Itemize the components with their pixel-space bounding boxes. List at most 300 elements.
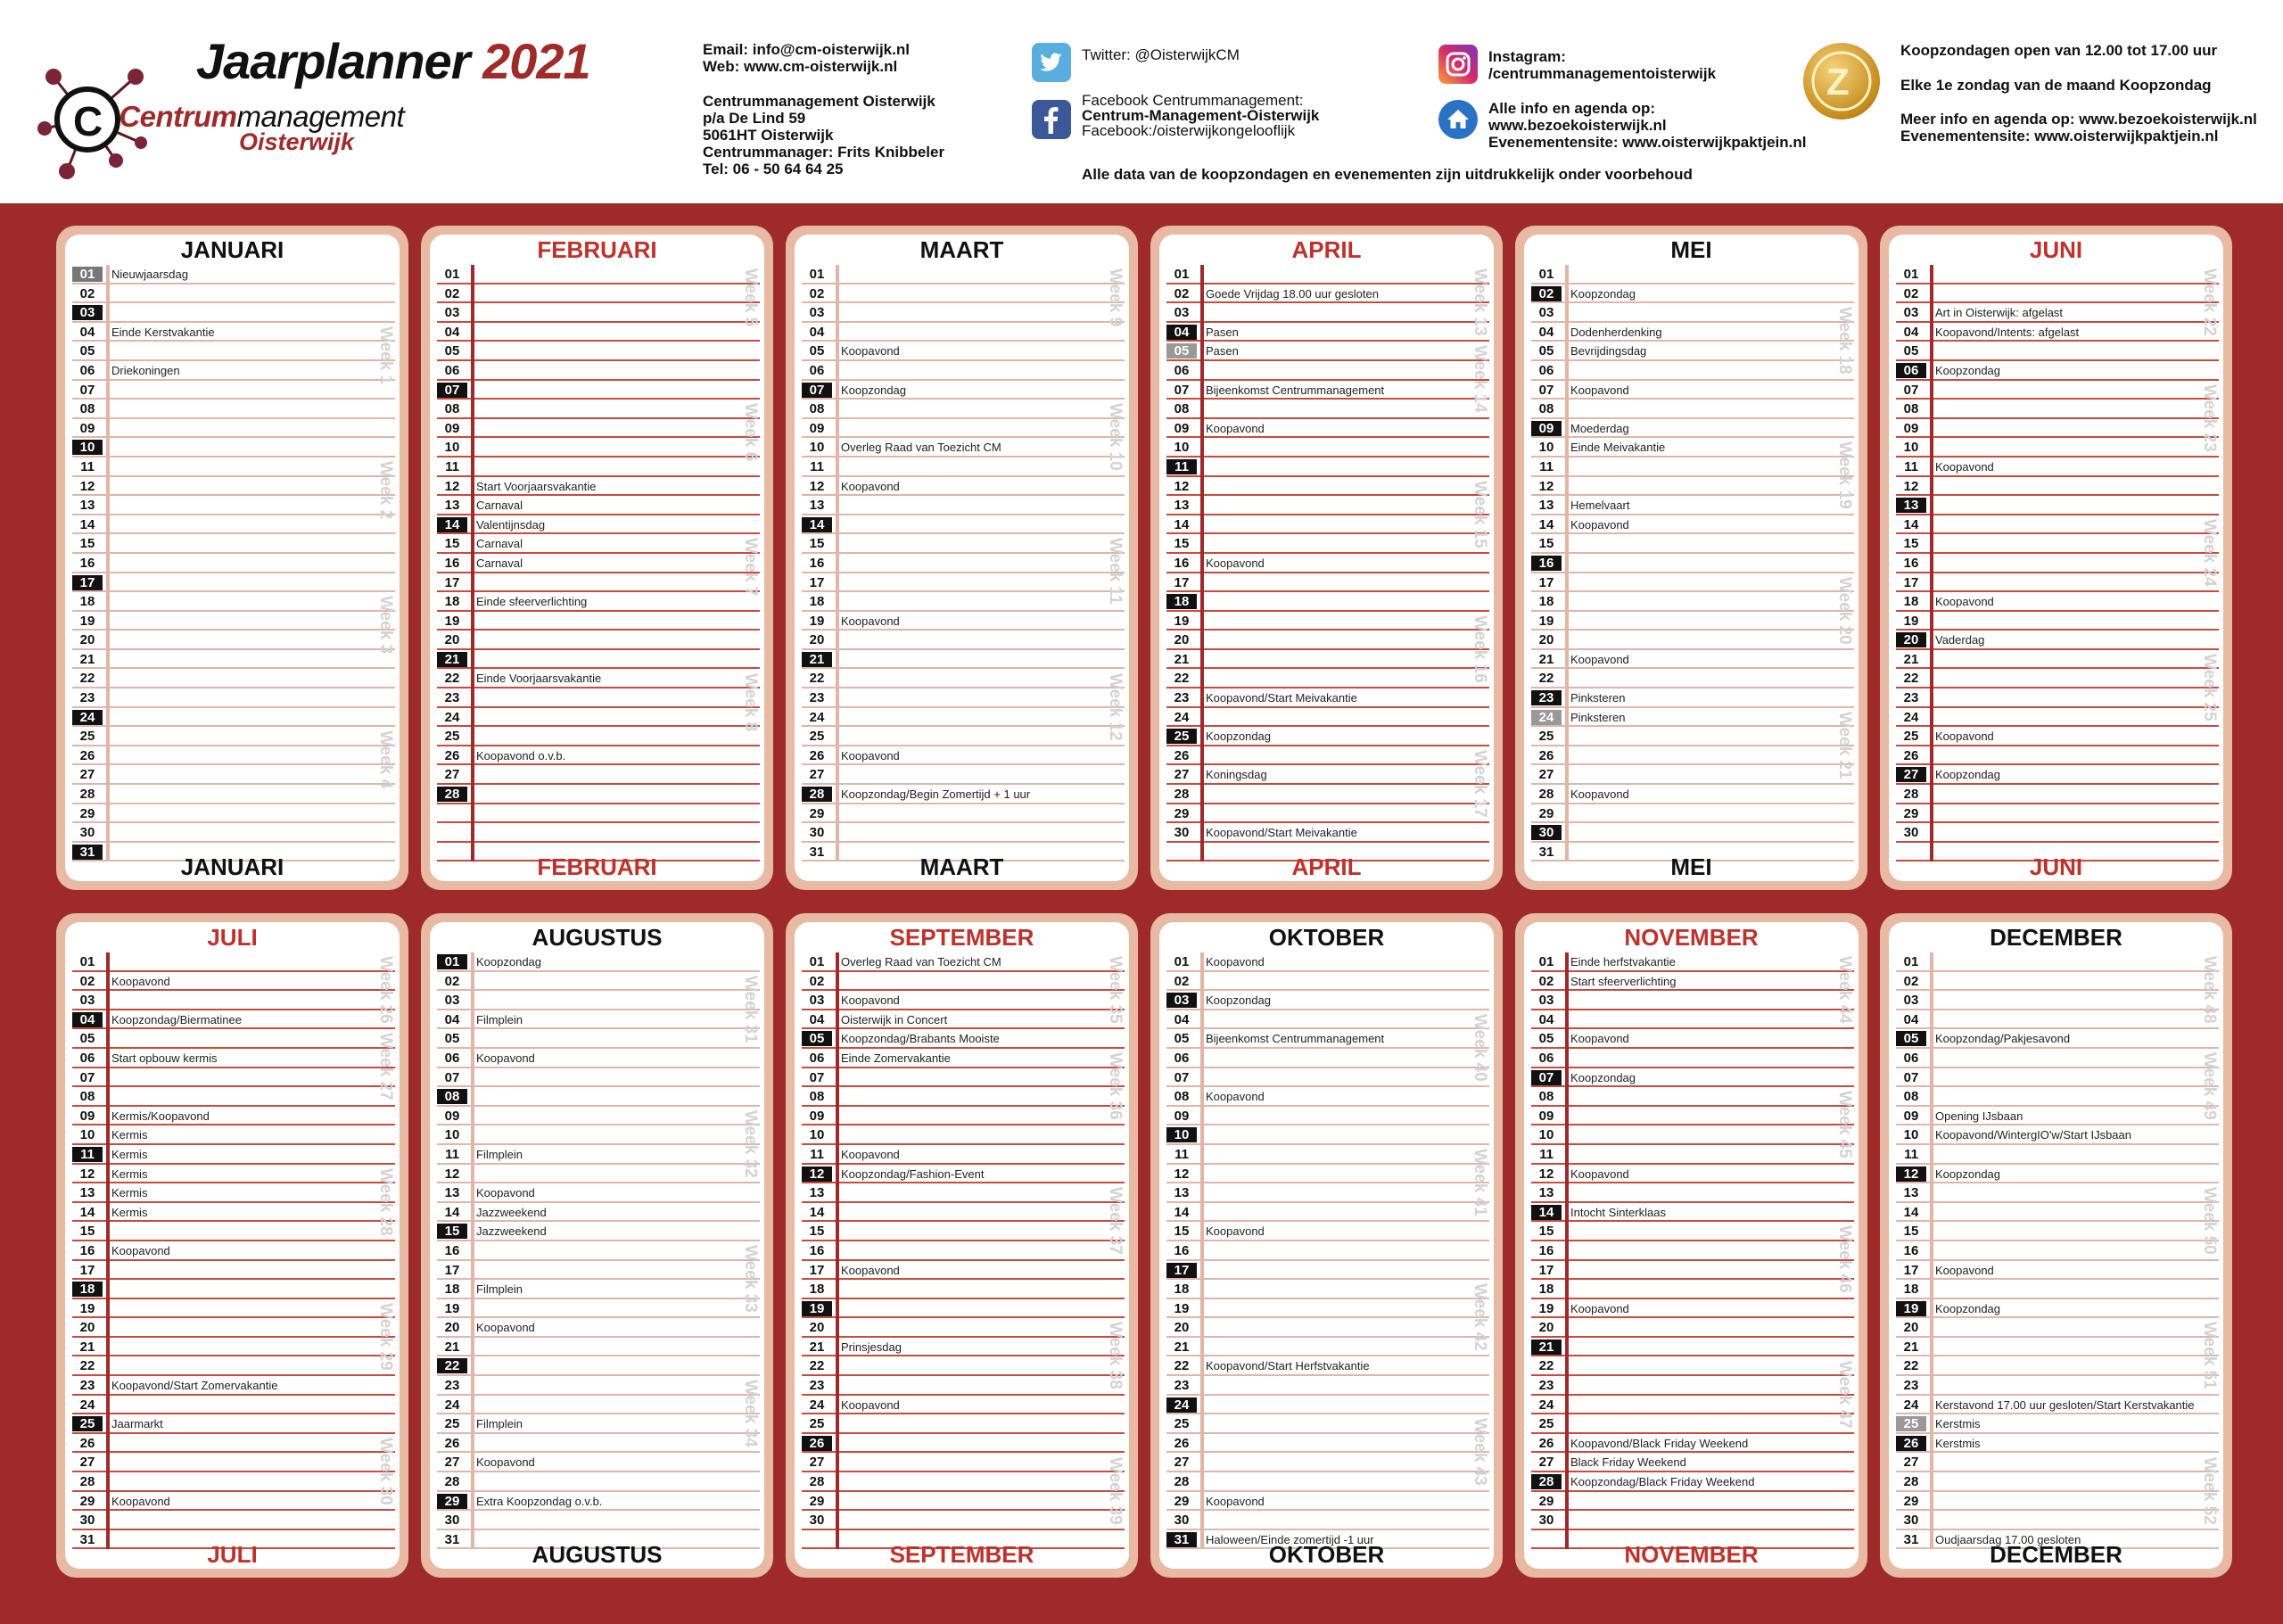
day-row[interactable] xyxy=(1896,1414,2219,1434)
day-row[interactable] xyxy=(72,1125,395,1145)
day-row[interactable] xyxy=(1166,1261,1489,1281)
day-row[interactable] xyxy=(802,952,1125,972)
day-row[interactable] xyxy=(437,1453,760,1472)
day-row[interactable] xyxy=(437,1029,760,1049)
day-row[interactable] xyxy=(1896,1318,2219,1338)
day-row[interactable] xyxy=(72,1183,395,1203)
day-row[interactable] xyxy=(1531,746,1854,766)
contact-email[interactable]: Email: info@cm-oisterwijk.nl xyxy=(703,41,910,58)
day-row[interactable] xyxy=(1531,1029,1854,1049)
day-row[interactable] xyxy=(437,573,760,593)
day-row[interactable] xyxy=(1531,1261,1854,1281)
day-row[interactable] xyxy=(437,952,760,972)
day-row[interactable] xyxy=(802,1299,1125,1319)
day-row[interactable] xyxy=(1166,612,1489,631)
day-row[interactable] xyxy=(1896,1511,2219,1530)
day-row[interactable] xyxy=(72,972,395,992)
day-row[interactable] xyxy=(802,1280,1125,1299)
day-row[interactable] xyxy=(437,1241,760,1261)
day-row[interactable] xyxy=(437,342,760,361)
day-row[interactable] xyxy=(437,1396,760,1415)
day-row[interactable] xyxy=(437,381,760,400)
day-row[interactable] xyxy=(72,1203,395,1223)
day-row[interactable] xyxy=(1166,1299,1489,1319)
day-row[interactable] xyxy=(1531,991,1854,1010)
day-row[interactable] xyxy=(437,1376,760,1396)
day-row[interactable] xyxy=(72,1165,395,1184)
day-row[interactable] xyxy=(437,823,760,843)
day-row[interactable] xyxy=(1531,1376,1854,1396)
day-row[interactable] xyxy=(72,1414,395,1434)
day-row[interactable] xyxy=(1166,1492,1489,1512)
day-row[interactable] xyxy=(437,1511,760,1530)
day-row[interactable] xyxy=(802,669,1125,688)
day-row[interactable] xyxy=(1166,823,1489,843)
day-row[interactable] xyxy=(72,1107,395,1126)
day-row[interactable] xyxy=(802,1165,1125,1184)
day-row[interactable] xyxy=(1531,785,1854,804)
day-row[interactable] xyxy=(802,1222,1125,1241)
day-row[interactable] xyxy=(802,1203,1125,1223)
day-row[interactable] xyxy=(437,991,760,1010)
day-row[interactable] xyxy=(1166,1376,1489,1396)
day-row[interactable] xyxy=(802,1492,1125,1512)
event-site[interactable]: Evenementensite: www.oisterwijkpaktjein.nl xyxy=(1488,134,1807,151)
day-row[interactable] xyxy=(1166,1338,1489,1357)
day-row[interactable] xyxy=(802,1338,1125,1357)
day-row[interactable] xyxy=(1896,342,2219,361)
day-row[interactable] xyxy=(72,1049,395,1068)
day-row[interactable] xyxy=(1896,265,2219,284)
day-row[interactable] xyxy=(1166,650,1489,670)
day-row[interactable] xyxy=(1166,458,1489,477)
day-row[interactable] xyxy=(72,1492,395,1512)
day-row[interactable] xyxy=(437,765,760,785)
day-row[interactable] xyxy=(1166,361,1489,381)
day-row[interactable] xyxy=(72,1241,395,1261)
day-row[interactable] xyxy=(437,400,760,419)
day-row[interactable] xyxy=(72,1472,395,1492)
day-row[interactable] xyxy=(1166,1068,1489,1088)
day-row[interactable] xyxy=(1531,1280,1854,1299)
day-row[interactable] xyxy=(802,1376,1125,1396)
day-row[interactable] xyxy=(1166,785,1489,804)
day-row[interactable] xyxy=(1896,785,2219,804)
day-row[interactable] xyxy=(437,669,760,688)
day-row[interactable] xyxy=(802,1010,1125,1030)
day-row[interactable] xyxy=(437,534,760,554)
day-row[interactable] xyxy=(72,1261,395,1281)
day-row[interactable] xyxy=(802,458,1125,477)
day-row[interactable] xyxy=(72,1299,395,1319)
day-row[interactable] xyxy=(1531,458,1854,477)
day-row[interactable] xyxy=(1531,303,1854,323)
day-row[interactable] xyxy=(1166,1203,1489,1223)
day-row[interactable] xyxy=(1166,991,1489,1010)
day-row[interactable] xyxy=(802,1318,1125,1338)
day-row[interactable] xyxy=(437,746,760,766)
day-row[interactable] xyxy=(1896,1183,2219,1203)
home-icon[interactable] xyxy=(1438,100,1478,139)
day-row[interactable] xyxy=(1531,1107,1854,1126)
day-row[interactable] xyxy=(802,284,1125,304)
day-row[interactable] xyxy=(72,746,395,766)
day-row[interactable] xyxy=(72,554,395,573)
day-row[interactable] xyxy=(1166,284,1489,304)
day-row[interactable] xyxy=(1166,400,1489,419)
day-row[interactable] xyxy=(802,1453,1125,1472)
day-row[interactable] xyxy=(1896,1029,2219,1049)
day-row[interactable] xyxy=(802,1241,1125,1261)
day-row[interactable] xyxy=(1166,496,1489,515)
day-row[interactable] xyxy=(437,1434,760,1454)
day-row[interactable] xyxy=(1531,1492,1854,1512)
day-row[interactable] xyxy=(72,650,395,670)
day-row[interactable] xyxy=(72,1376,395,1396)
day-row[interactable] xyxy=(802,1261,1125,1281)
day-row[interactable] xyxy=(72,400,395,419)
day-row[interactable] xyxy=(1896,1434,2219,1454)
day-row[interactable] xyxy=(72,323,395,342)
day-row[interactable] xyxy=(1166,1318,1489,1338)
day-row[interactable] xyxy=(802,1414,1125,1434)
day-row[interactable] xyxy=(1896,1376,2219,1396)
day-row[interactable] xyxy=(437,631,760,650)
day-row[interactable] xyxy=(1166,727,1489,746)
day-row[interactable] xyxy=(1531,1356,1854,1376)
day-row[interactable] xyxy=(437,804,760,824)
day-row[interactable] xyxy=(437,1318,760,1338)
day-row[interactable] xyxy=(1531,688,1854,708)
day-row[interactable] xyxy=(802,1068,1125,1088)
day-row[interactable] xyxy=(437,612,760,631)
day-row[interactable] xyxy=(1896,592,2219,612)
day-row[interactable] xyxy=(802,991,1125,1010)
day-row[interactable] xyxy=(1166,1396,1489,1415)
day-row[interactable] xyxy=(1896,361,2219,381)
day-row[interactable] xyxy=(437,785,760,804)
day-row[interactable] xyxy=(1166,534,1489,554)
day-row[interactable] xyxy=(1896,554,2219,573)
day-row[interactable] xyxy=(802,592,1125,612)
day-row[interactable] xyxy=(1896,1356,2219,1376)
day-row[interactable] xyxy=(1166,265,1489,284)
day-row[interactable] xyxy=(1531,1183,1854,1203)
day-row[interactable] xyxy=(1531,284,1854,304)
day-row[interactable] xyxy=(1896,650,2219,670)
day-row[interactable] xyxy=(1531,1434,1854,1454)
day-row[interactable] xyxy=(1531,573,1854,593)
day-row[interactable] xyxy=(437,1107,760,1126)
day-row[interactable] xyxy=(72,284,395,304)
day-row[interactable] xyxy=(802,650,1125,670)
day-row[interactable] xyxy=(1531,972,1854,992)
day-row[interactable] xyxy=(1166,1145,1489,1165)
day-row[interactable] xyxy=(1531,323,1854,342)
day-row[interactable] xyxy=(437,1183,760,1203)
day-row[interactable] xyxy=(1166,708,1489,728)
day-row[interactable] xyxy=(1896,1280,2219,1299)
day-row[interactable] xyxy=(437,1338,760,1357)
day-row[interactable] xyxy=(1166,1010,1489,1030)
day-row[interactable] xyxy=(802,823,1125,843)
day-row[interactable] xyxy=(802,727,1125,746)
day-row[interactable] xyxy=(1896,400,2219,419)
day-row[interactable] xyxy=(802,708,1125,728)
facebook-icon[interactable] xyxy=(1032,100,1071,139)
day-row[interactable] xyxy=(1531,1068,1854,1088)
day-row[interactable] xyxy=(1896,1261,2219,1281)
day-row[interactable] xyxy=(1166,952,1489,972)
day-row[interactable] xyxy=(1896,1241,2219,1261)
day-row[interactable] xyxy=(72,765,395,785)
day-row[interactable] xyxy=(1896,1087,2219,1107)
day-row[interactable] xyxy=(1531,1396,1854,1415)
day-row[interactable] xyxy=(1531,1414,1854,1434)
facebook-page[interactable]: Centrum-Management-Oisterwijk xyxy=(1082,107,1320,124)
day-row[interactable] xyxy=(1896,631,2219,650)
day-row[interactable] xyxy=(802,1049,1125,1068)
day-row[interactable] xyxy=(802,303,1125,323)
day-row[interactable] xyxy=(1896,534,2219,554)
day-row[interactable] xyxy=(437,972,760,992)
day-row[interactable] xyxy=(72,991,395,1010)
day-row[interactable] xyxy=(1531,534,1854,554)
day-row[interactable] xyxy=(1896,1125,2219,1145)
day-row[interactable] xyxy=(802,972,1125,992)
day-row[interactable] xyxy=(72,361,395,381)
day-row[interactable] xyxy=(1531,1010,1854,1030)
day-row[interactable] xyxy=(1896,458,2219,477)
day-row[interactable] xyxy=(1166,1165,1489,1184)
day-row[interactable] xyxy=(72,1434,395,1454)
day-row[interactable] xyxy=(1896,688,2219,708)
day-row[interactable] xyxy=(72,419,395,439)
koop-events[interactable]: Evenementensite: www.oisterwijkpaktjein.nl xyxy=(1900,128,2219,144)
day-row[interactable] xyxy=(72,708,395,728)
day-row[interactable] xyxy=(72,1087,395,1107)
day-row[interactable] xyxy=(437,650,760,670)
day-row[interactable] xyxy=(72,342,395,361)
day-row[interactable] xyxy=(72,1396,395,1415)
day-row[interactable] xyxy=(72,1511,395,1530)
day-row[interactable] xyxy=(802,1107,1125,1126)
day-row[interactable] xyxy=(1166,1511,1489,1530)
day-row[interactable] xyxy=(1531,1165,1854,1184)
day-row[interactable] xyxy=(437,1203,760,1223)
day-row[interactable] xyxy=(802,1396,1125,1415)
day-row[interactable] xyxy=(1531,804,1854,824)
day-row[interactable] xyxy=(1166,804,1489,824)
day-row[interactable] xyxy=(72,573,395,593)
day-row[interactable] xyxy=(437,1049,760,1068)
day-row[interactable] xyxy=(1896,765,2219,785)
day-row[interactable] xyxy=(1531,496,1854,515)
day-row[interactable] xyxy=(1531,438,1854,458)
day-row[interactable] xyxy=(1896,303,2219,323)
day-row[interactable] xyxy=(802,1434,1125,1454)
day-row[interactable] xyxy=(1531,1203,1854,1223)
day-row[interactable] xyxy=(72,1338,395,1357)
day-row[interactable] xyxy=(1531,361,1854,381)
day-row[interactable] xyxy=(802,496,1125,515)
day-row[interactable] xyxy=(1531,342,1854,361)
day-row[interactable] xyxy=(1896,1453,2219,1472)
day-row[interactable] xyxy=(1166,554,1489,573)
day-row[interactable] xyxy=(1166,1107,1489,1126)
day-row[interactable] xyxy=(802,1511,1125,1530)
day-row[interactable] xyxy=(1896,1010,2219,1030)
day-row[interactable] xyxy=(1531,708,1854,728)
day-row[interactable] xyxy=(437,1299,760,1319)
facebook-alt[interactable]: Facebook:/oisterwijkongelooflijk xyxy=(1082,122,1296,139)
day-row[interactable] xyxy=(72,1068,395,1088)
day-row[interactable] xyxy=(72,631,395,650)
day-row[interactable] xyxy=(1531,1049,1854,1068)
day-row[interactable] xyxy=(802,1145,1125,1165)
day-row[interactable] xyxy=(1896,284,2219,304)
day-row[interactable] xyxy=(802,419,1125,439)
day-row[interactable] xyxy=(802,515,1125,535)
day-row[interactable] xyxy=(72,477,395,497)
day-row[interactable] xyxy=(802,342,1125,361)
day-row[interactable] xyxy=(72,1318,395,1338)
day-row[interactable] xyxy=(1166,688,1489,708)
day-row[interactable] xyxy=(437,438,760,458)
day-row[interactable] xyxy=(72,952,395,972)
day-row[interactable] xyxy=(802,804,1125,824)
day-row[interactable] xyxy=(802,631,1125,650)
day-row[interactable] xyxy=(72,381,395,400)
day-row[interactable] xyxy=(802,765,1125,785)
day-row[interactable] xyxy=(1531,650,1854,670)
day-row[interactable] xyxy=(72,1145,395,1165)
day-row[interactable] xyxy=(437,1261,760,1281)
day-row[interactable] xyxy=(1896,1107,2219,1126)
day-row[interactable] xyxy=(72,1356,395,1376)
day-row[interactable] xyxy=(802,361,1125,381)
day-row[interactable] xyxy=(437,554,760,573)
day-row[interactable] xyxy=(802,477,1125,497)
day-row[interactable] xyxy=(1166,1414,1489,1434)
day-row[interactable] xyxy=(1531,631,1854,650)
day-row[interactable] xyxy=(437,1356,760,1376)
day-row[interactable] xyxy=(1166,573,1489,593)
day-row[interactable] xyxy=(802,1183,1125,1203)
day-row[interactable] xyxy=(437,1125,760,1145)
day-row[interactable] xyxy=(1166,669,1489,688)
day-row[interactable] xyxy=(1166,1087,1489,1107)
day-row[interactable] xyxy=(1896,804,2219,824)
day-row[interactable] xyxy=(1896,727,2219,746)
day-row[interactable] xyxy=(1166,746,1489,766)
day-row[interactable] xyxy=(437,515,760,535)
day-row[interactable] xyxy=(1896,477,2219,497)
day-row[interactable] xyxy=(72,785,395,804)
day-row[interactable] xyxy=(802,688,1125,708)
day-row[interactable] xyxy=(437,708,760,728)
day-row[interactable] xyxy=(1166,323,1489,342)
day-row[interactable] xyxy=(1531,669,1854,688)
day-row[interactable] xyxy=(802,534,1125,554)
day-row[interactable] xyxy=(437,1492,760,1512)
day-row[interactable] xyxy=(437,1010,760,1030)
day-row[interactable] xyxy=(437,592,760,612)
day-row[interactable] xyxy=(72,496,395,515)
day-row[interactable] xyxy=(437,419,760,439)
day-row[interactable] xyxy=(1166,477,1489,497)
day-row[interactable] xyxy=(72,265,395,284)
day-row[interactable] xyxy=(1896,1049,2219,1068)
day-row[interactable] xyxy=(1166,1125,1489,1145)
day-row[interactable] xyxy=(1531,554,1854,573)
day-row[interactable] xyxy=(1896,1222,2219,1241)
day-row[interactable] xyxy=(1531,1125,1854,1145)
day-row[interactable] xyxy=(1166,342,1489,361)
day-row[interactable] xyxy=(72,515,395,535)
day-row[interactable] xyxy=(72,534,395,554)
day-row[interactable] xyxy=(1531,765,1854,785)
day-row[interactable] xyxy=(1896,1338,2219,1357)
day-row[interactable] xyxy=(72,1029,395,1049)
day-row[interactable] xyxy=(1896,823,2219,843)
day-row[interactable] xyxy=(437,265,760,284)
day-row[interactable] xyxy=(1166,1472,1489,1492)
day-row[interactable] xyxy=(1531,400,1854,419)
day-row[interactable] xyxy=(1531,612,1854,631)
day-row[interactable] xyxy=(437,1068,760,1088)
day-row[interactable] xyxy=(1896,669,2219,688)
day-row[interactable] xyxy=(437,1222,760,1241)
day-row[interactable] xyxy=(1531,1087,1854,1107)
day-row[interactable] xyxy=(72,438,395,458)
day-row[interactable] xyxy=(437,284,760,304)
day-row[interactable] xyxy=(1166,515,1489,535)
day-row[interactable] xyxy=(1531,592,1854,612)
day-row[interactable] xyxy=(1531,419,1854,439)
day-row[interactable] xyxy=(437,1165,760,1184)
day-row[interactable] xyxy=(802,400,1125,419)
day-row[interactable] xyxy=(1896,1068,2219,1088)
instagram-icon[interactable] xyxy=(1438,45,1478,84)
day-row[interactable] xyxy=(802,1029,1125,1049)
day-row[interactable] xyxy=(1166,303,1489,323)
day-row[interactable] xyxy=(437,1472,760,1492)
day-row[interactable] xyxy=(802,746,1125,766)
day-row[interactable] xyxy=(1166,1222,1489,1241)
day-row[interactable] xyxy=(802,612,1125,631)
day-row[interactable] xyxy=(72,688,395,708)
day-row[interactable] xyxy=(1531,381,1854,400)
koop-info[interactable]: Meer info en agenda op: www.bezoekoisterwijk.nl xyxy=(1900,111,2257,128)
day-row[interactable] xyxy=(1896,419,2219,439)
day-row[interactable] xyxy=(72,727,395,746)
day-row[interactable] xyxy=(1896,1492,2219,1512)
day-row[interactable] xyxy=(1896,708,2219,728)
day-row[interactable] xyxy=(437,688,760,708)
day-row[interactable] xyxy=(802,1125,1125,1145)
day-row[interactable] xyxy=(437,477,760,497)
day-row[interactable] xyxy=(437,323,760,342)
day-row[interactable] xyxy=(1166,381,1489,400)
day-row[interactable] xyxy=(1896,612,2219,631)
day-row[interactable] xyxy=(72,1010,395,1030)
instagram-handle[interactable]: /centrummanagementoisterwijk xyxy=(1488,65,1717,82)
day-row[interactable] xyxy=(437,727,760,746)
day-row[interactable] xyxy=(1166,631,1489,650)
day-row[interactable] xyxy=(1166,1241,1489,1261)
day-row[interactable] xyxy=(1531,265,1854,284)
